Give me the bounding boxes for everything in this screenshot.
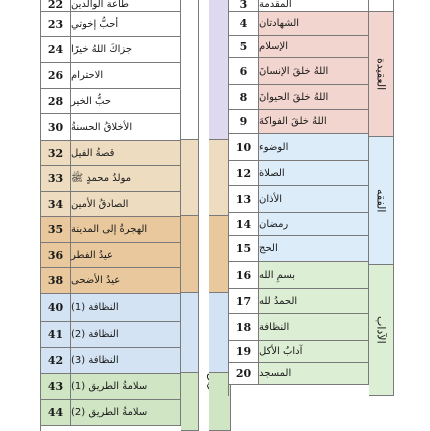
lesson-title: آدابُ الأكل	[259, 341, 369, 363]
lesson-title: الأذان	[259, 186, 369, 213]
page-number: 40	[41, 294, 71, 322]
lesson-title: الحج	[259, 236, 369, 262]
lesson-title: الصلاة	[259, 161, 369, 186]
page-number: 32	[41, 141, 71, 166]
table-row	[229, 236, 369, 262]
lesson-title: المقدمة	[259, 0, 369, 12]
table-row	[41, 0, 181, 12]
lesson-title: عيدُ الأضحى	[71, 268, 181, 294]
page-number: 18	[229, 314, 259, 341]
lesson-title: مولدُ محمدٍ ﷺ	[71, 166, 181, 192]
page-number: 23	[41, 12, 71, 37]
page-number: 16	[229, 262, 259, 289]
lesson-title: النظافة	[259, 314, 369, 341]
lesson-title: الوضوء	[259, 134, 369, 161]
lesson-title: بسمِ الله	[259, 262, 369, 289]
category-text: العقيدة	[374, 57, 388, 91]
lesson-title: طاعة الوالدين	[71, 0, 181, 12]
page-number: 9	[229, 110, 259, 134]
table-row	[229, 161, 369, 186]
table-row	[41, 192, 181, 217]
page-number: 8	[229, 85, 259, 110]
page-number: 30	[41, 114, 71, 141]
lesson-title: الصادقُ الأمين	[71, 192, 181, 217]
page-number: 43	[41, 374, 71, 400]
lesson-title: الشهادتان	[259, 12, 369, 36]
lesson-title: اللهُ خلقَ الحيوانَ	[259, 85, 369, 110]
table-row	[41, 114, 181, 141]
page-number: 28	[41, 89, 71, 114]
lesson-title: النظافة (2)	[71, 322, 181, 348]
table-row	[229, 12, 369, 36]
table-row	[41, 294, 181, 322]
spacer-cell	[369, 0, 394, 12]
table-row	[229, 363, 369, 385]
page-number: 14	[229, 213, 259, 236]
right-index-table	[228, 0, 394, 396]
table-row	[41, 166, 181, 192]
spacer-cell	[181, 373, 199, 431]
table-row	[41, 12, 181, 37]
lesson-title: الأخلاقُ الحسنةُ	[71, 114, 181, 141]
table-row	[229, 262, 369, 289]
table-row	[229, 110, 369, 134]
table-row	[41, 141, 181, 166]
lesson-title: الاحترام	[71, 63, 181, 89]
page-number: 3	[229, 0, 259, 12]
table-row	[229, 36, 369, 58]
lesson-title: سلامةُ الطريق (1)	[71, 374, 181, 400]
category-label	[369, 12, 394, 137]
page-number: 26	[41, 63, 71, 89]
table-row	[41, 400, 181, 426]
page-number: 33	[41, 166, 71, 192]
spacer-cell	[181, 216, 199, 293]
page-number: 42	[41, 348, 71, 374]
category-text: الفقه	[374, 188, 388, 213]
page-number: 20	[229, 363, 259, 385]
lesson-title: عيدُ الفطر	[71, 243, 181, 268]
page-number: 24	[41, 37, 71, 63]
lesson-title: قصةُ الفيل	[71, 141, 181, 166]
lesson-title: المسجد	[259, 363, 369, 385]
lesson-title: اللهُ خلقَ الإنسانَ	[259, 58, 369, 85]
category-text: الآداب	[374, 316, 388, 344]
left-index-table	[40, 0, 231, 431]
page-number: 38	[41, 268, 71, 294]
table-row	[229, 85, 369, 110]
spacer-cell	[181, 140, 199, 216]
table-row	[41, 89, 181, 114]
lesson-title: الحمدُ لله	[259, 289, 369, 314]
table-row	[41, 243, 181, 268]
page-number: 13	[229, 186, 259, 213]
page-number: 44	[41, 400, 71, 426]
page-number: 15	[229, 236, 259, 262]
lesson-title: أحبُّ إخوتي	[71, 12, 181, 37]
table-row	[41, 348, 181, 374]
category-label	[369, 137, 394, 265]
table-row	[229, 289, 369, 314]
table-row	[229, 0, 369, 12]
table-row	[229, 213, 369, 236]
table-row	[229, 134, 369, 161]
page-number: 34	[41, 192, 71, 217]
lesson-title: سلامةُ الطريق (2)	[71, 400, 181, 426]
page-number: 41	[41, 322, 71, 348]
lesson-title: جزاكَ اللهُ خيرًا	[71, 37, 181, 63]
lesson-title: الإسلام	[259, 36, 369, 58]
page-number: 19	[229, 341, 259, 363]
table-row	[41, 63, 181, 89]
category-label	[369, 265, 394, 396]
page-number: 35	[41, 217, 71, 243]
page-number: 4	[229, 12, 259, 36]
table-row	[229, 341, 369, 363]
page-number: 12	[229, 161, 259, 186]
lesson-title: رمضان	[259, 213, 369, 236]
table-row	[41, 322, 181, 348]
page-number: 5	[229, 36, 259, 58]
lesson-title: اللهُ خلقَ الفواكهَ	[259, 110, 369, 134]
table-row	[41, 374, 181, 400]
page-number: 22	[41, 0, 71, 12]
spacer-cell	[181, 293, 199, 373]
page-number: 17	[229, 289, 259, 314]
lesson-title: النظافة (1)	[71, 294, 181, 322]
page-number: 36	[41, 243, 71, 268]
table-row	[41, 268, 181, 294]
page-number: 10	[229, 134, 259, 161]
page-number: 6	[229, 58, 259, 85]
table-row	[229, 186, 369, 213]
table-row	[229, 58, 369, 85]
spacer-cell	[181, 0, 199, 140]
table-row	[41, 217, 181, 243]
lesson-title: النظافة (3)	[71, 348, 181, 374]
table-row	[229, 314, 369, 341]
table-row	[41, 37, 181, 63]
lesson-title: الهجرةُ إلى المدينة	[71, 217, 181, 243]
lesson-title: حبُّ الخير	[71, 89, 181, 114]
